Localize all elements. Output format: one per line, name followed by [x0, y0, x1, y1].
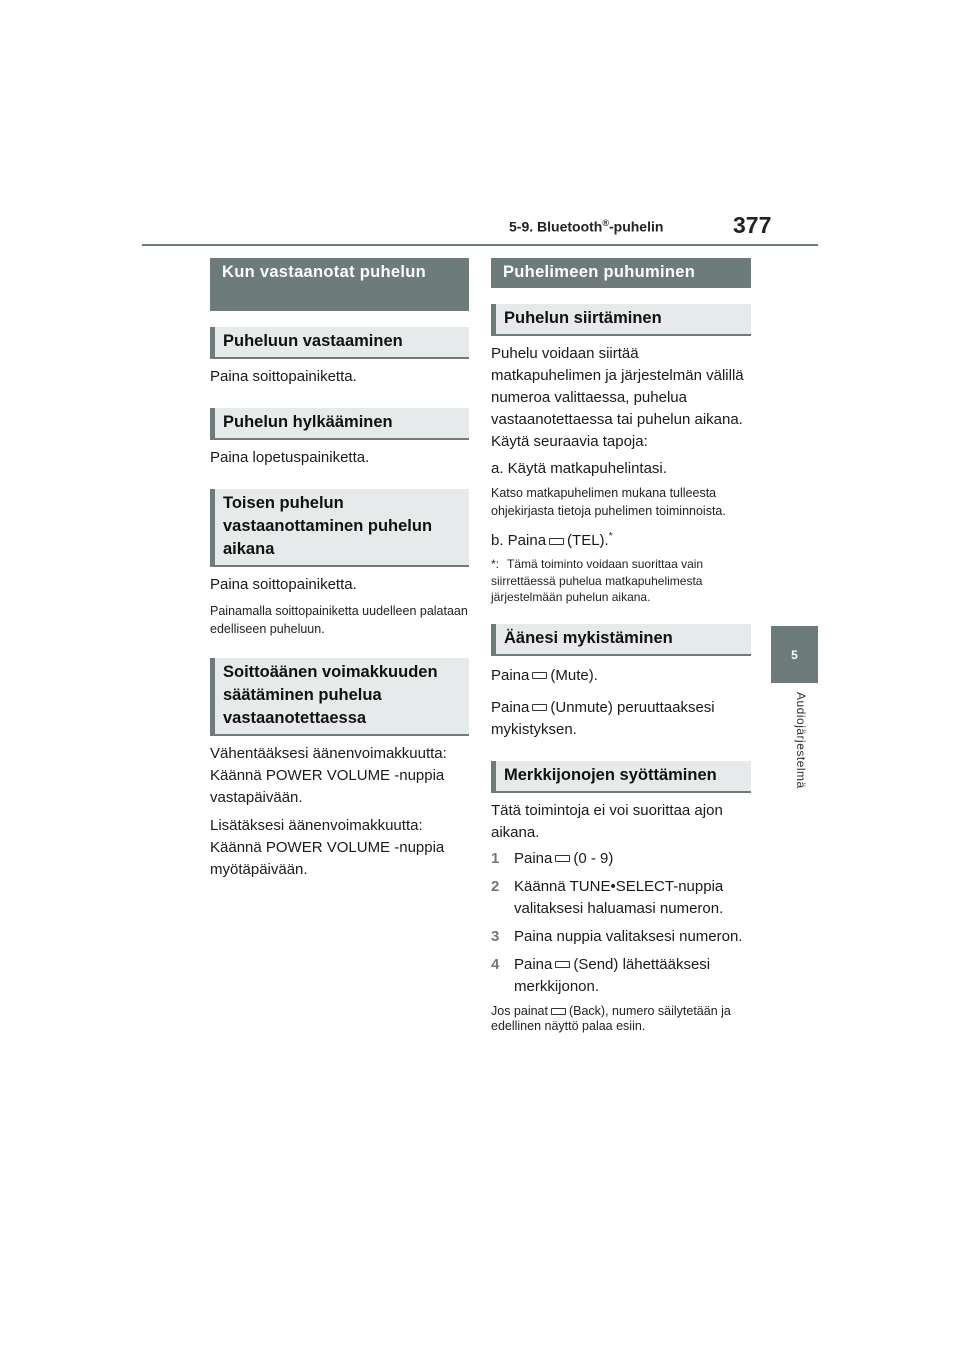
back-note-pre: Jos painat — [491, 1003, 548, 1018]
main-heading-talking: Puhelimeen puhuminen — [491, 258, 751, 288]
button-icon — [532, 672, 547, 679]
step-text: Paina nuppia valitaksesi numeron. — [514, 927, 743, 945]
right-column — [491, 258, 751, 1034]
section-suffix: -puhelin — [608, 218, 664, 235]
volume-decrease-text: Vähentääksesi äänenvoimakkuutta: Käännä POWER VOLUME -nuppia vastapäivään. — [210, 745, 447, 806]
header-divider — [142, 244, 818, 246]
transfer-option-b-pre: b. Paina — [491, 532, 547, 549]
step-3 — [491, 926, 751, 948]
step-text: Käännä TUNE•SELECT-nuppia valitaksesi haluamasi numeron. — [514, 877, 724, 917]
step-1-pre: Paina — [514, 849, 553, 867]
step-number: 2 — [491, 877, 500, 895]
main-heading-receive-call: Kun vastaanotat puhelun — [210, 258, 469, 311]
subheading-ring-volume: Soittoäänen voimakkuuden säätäminen puhelua vastaanotettaessa — [210, 658, 469, 736]
registered-mark: ® — [602, 218, 609, 228]
mute-post: (Mute). — [550, 666, 598, 684]
section-name: 5-9. Bluetooth — [509, 218, 603, 235]
mute-text — [491, 665, 751, 687]
button-icon — [551, 1008, 566, 1015]
unmute-post: (Unmute) peruuttaaksesi mykistyksen. — [491, 698, 715, 738]
step-number: 4 — [491, 955, 500, 973]
footnote-star: * — [608, 531, 613, 542]
footnote-mark: *: — [491, 557, 500, 571]
section-title — [509, 218, 663, 235]
step-text — [514, 954, 751, 998]
subheading-transfer-call: Puhelun siirtäminen — [491, 304, 751, 336]
transfer-option-b-post: (TEL). — [567, 532, 609, 549]
step-1 — [491, 848, 751, 870]
transfer-footnote — [491, 556, 751, 606]
enter-string-intro: Tätä toimintoja ei voi suorittaa ajon aikana. — [491, 801, 723, 841]
transfer-option-a-note: Katso matkapuhelimen mukana tulleesta ohjekirjasta tietoja puhelimen toiminnoista. — [491, 486, 726, 518]
button-icon — [555, 855, 570, 862]
step-4-pre: Paina — [514, 955, 553, 973]
subheading-second-call: Toisen puhelun vastaanottaminen puhelun aikana — [210, 489, 469, 567]
second-call-text: Paina soittopainiketta. — [210, 576, 357, 593]
unmute-text — [491, 697, 751, 741]
chapter-tab: 5 — [771, 626, 818, 683]
subheading-reject-call: Puhelun hylkääminen — [210, 408, 469, 440]
reject-call-text: Paina lopetuspainiketta. — [210, 449, 370, 466]
back-note-post: (Back), numero säilytetään ja edellinen näyttö palaa esiin. — [491, 1003, 731, 1033]
answer-call-text: Paina soittopainiketta. — [210, 368, 357, 385]
back-note — [491, 1004, 751, 1034]
subheading-mute: Äänesi mykistäminen — [491, 624, 751, 656]
button-icon — [532, 704, 547, 711]
transfer-option-a: a. Käytä matkapuhelintasi. — [491, 460, 667, 477]
step-1-post: (0 - 9) — [573, 849, 614, 867]
transfer-call-text: Puhelu voidaan siirtää matkapuhelimen ja järjestelmän välillä numeroa valittaessa, puhelua vastaanotettaessa tai puhelun aikana. Käytä seuraavia tapoja: — [491, 345, 744, 450]
page-number: 377 — [733, 212, 772, 238]
step-number: 1 — [491, 849, 500, 867]
chapter-label: Audiojärjestelmä — [794, 692, 808, 789]
subheading-enter-string: Merkkijonojen syöttäminen — [491, 761, 751, 793]
step-text — [514, 848, 613, 870]
mute-pre: Paina — [491, 666, 530, 684]
step-4 — [491, 954, 751, 998]
second-call-note: Painamalla soittopainiketta uudelleen palataan edelliseen puheluun. — [210, 604, 468, 636]
left-column — [210, 258, 469, 881]
button-icon — [555, 961, 570, 968]
volume-increase-text: Lisätäksesi äänenvoimakkuutta: Käännä POWER VOLUME -nuppia myötäpäivään. — [210, 817, 445, 878]
button-icon — [549, 538, 564, 545]
transfer-option-b — [491, 526, 751, 552]
step-2 — [491, 876, 751, 920]
subheading-answer-call: Puheluun vastaaminen — [210, 327, 469, 359]
unmute-pre: Paina — [491, 698, 530, 716]
step-number: 3 — [491, 927, 500, 945]
step-4-post: (Send) lähettääksesi merkkijonon. — [514, 955, 711, 995]
footnote-text: Tämä toiminto voidaan suorittaa vain siirrettäessä puhelua matkapuhelimesta järjestelmään puhelun aikana. — [491, 557, 704, 604]
